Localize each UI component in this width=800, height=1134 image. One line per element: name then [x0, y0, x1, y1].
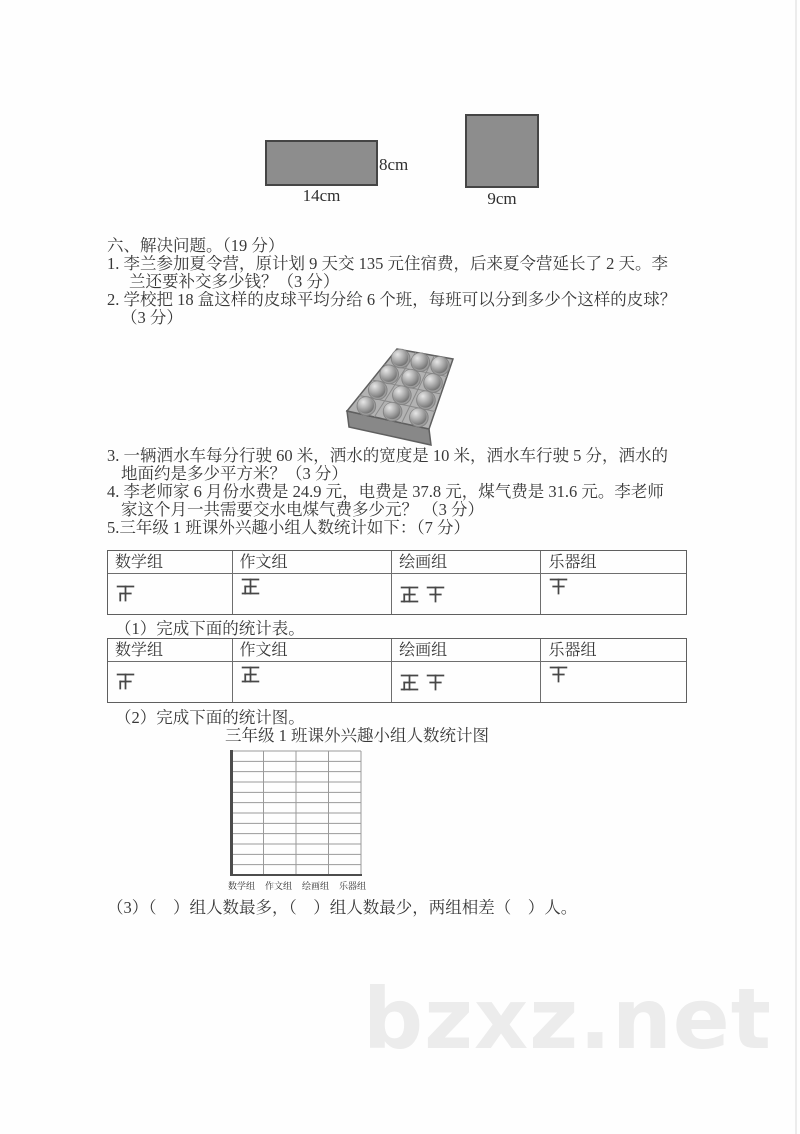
column-header-drawing: 绘画组: [392, 639, 541, 662]
tally-marks: [548, 576, 574, 593]
section-heading: 六、解决问题。（19 分）: [107, 236, 285, 255]
problem-3-line-2: 地面约是多少平方米？（3 分）: [121, 464, 348, 483]
chart-category-labels: [228, 879, 366, 892]
category-label-essay: 作文组: [264, 881, 292, 891]
category-label-drawing: 绘画组: [301, 881, 329, 891]
tally-table-2: [107, 638, 687, 703]
square-figure: [465, 114, 539, 188]
problem-2-line-1: 2. 学校把 18 盒这样的皮球平均分给 6 个班，每班可以分到多少个这样的皮球？: [107, 290, 677, 309]
problems-section: [107, 237, 722, 917]
tally-cell-instrument: [541, 574, 686, 614]
watermark: bzxz.net: [363, 970, 772, 1068]
problem-1-line-2: 兰还要补交多少钱？（3 分）: [129, 272, 340, 291]
column-header-instrument: 乐器组: [541, 551, 686, 574]
tally-cell-math: [108, 662, 233, 702]
tally-marks: [115, 671, 141, 688]
tally-cell-math: [108, 574, 233, 614]
column-header-drawing: 绘画组: [392, 551, 541, 574]
tally-cell-drawing: [392, 662, 541, 702]
rectangle-figure: [265, 140, 378, 186]
problem-3-line-1: 3. 一辆洒水车每分行驶 60 米，洒水的宽度是 10 米，洒水车行驶 5 分，洒水的: [107, 446, 668, 465]
category-label-instrument: 乐器组: [338, 881, 366, 891]
subquestion-2: （2）完成下面的统计图。: [115, 708, 305, 727]
problem-5-line-1: 5.三年级 1 班课外兴趣小组人数统计如下：（7 分）: [107, 518, 470, 537]
page-edge: [795, 0, 797, 1134]
problem-1-line-1: 1. 李兰参加夏令营，原计划 9 天交 135 元住宿费，后来夏令营延长了 2 天。李: [107, 254, 668, 273]
column-header-math: 数学组: [108, 551, 233, 574]
column-header-instrument: 乐器组: [541, 639, 686, 662]
column-header-essay: 作文组: [233, 639, 393, 662]
subquestion-1: （1）完成下面的统计表。: [115, 619, 305, 638]
tally-marks: [240, 664, 266, 681]
problem-4-line-1: 4. 李老师家 6 月份水费是 24.9 元，电费是 37.8 元，煤气费是 31.6 元。李老师: [107, 482, 664, 501]
tally-cell-essay: [233, 574, 393, 614]
tally-marks: [548, 664, 574, 681]
rect1-height-label: 8cm: [379, 155, 409, 174]
subquestion-3: （3）（ ）组人数最多，（ ）组人数最少，两组相差（ ）人。: [107, 898, 578, 917]
ball-tray-figure: [107, 343, 722, 447]
problem-2-line-2: （3 分）: [121, 308, 183, 327]
tally-marks: [399, 584, 451, 601]
column-header-essay: 作文组: [233, 551, 393, 574]
column-header-math: 数学组: [108, 639, 233, 662]
tally-cell-drawing: [392, 574, 541, 614]
tally-marks: [240, 576, 266, 593]
chart-grid: [230, 750, 362, 876]
tally-cell-essay: [233, 662, 393, 702]
tally-marks: [115, 583, 141, 600]
tally-table-1: [107, 550, 687, 615]
category-label-math: 数学组: [228, 881, 256, 891]
problem-4-line-2: 家这个月一共需要交水电煤气费多少元？ （3 分）: [121, 500, 484, 519]
chart-title: 三年级 1 班课外兴趣小组人数统计图: [225, 726, 489, 745]
tally-cell-instrument: [541, 662, 686, 702]
rect2-width-label: 9cm: [487, 189, 517, 208]
tally-marks: [399, 672, 451, 689]
rect1-width-label: 14cm: [302, 186, 341, 205]
